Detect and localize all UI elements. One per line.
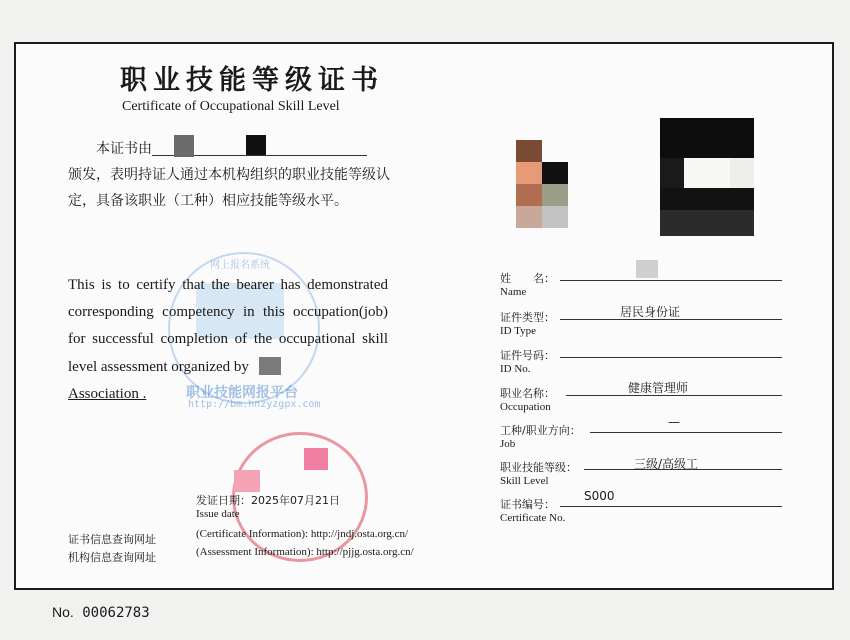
issuer-redacted [152, 143, 367, 156]
field-label-en: Occupation [500, 401, 551, 413]
certificate-title-en: Certificate of Occupational Skill Level [122, 99, 340, 114]
cn-statement-body: 颁发，表明持证人通过本机构组织的职业技能等级认定，具备该职业（工种）相应技能等级水平。 [68, 167, 390, 209]
field-line [560, 356, 782, 358]
issue-date-value: 2025年07月21日 [251, 494, 340, 507]
field-label-cn: 证件号码： [500, 349, 555, 362]
field-label-cn: 工种/职业方向： [500, 424, 581, 437]
issue-date-row [196, 492, 340, 508]
field-label-cn: 职业技能等级： [500, 461, 577, 474]
link-row-certificate [68, 528, 156, 547]
field-job [500, 422, 581, 450]
watermark-ring-text: 网上报名系统 [210, 260, 270, 271]
link-url[interactable]: : http://jndj.osta.org.cn/ [305, 528, 409, 540]
certificate-title-cn: 职业技能等级证书 [120, 65, 384, 96]
field-id-no [500, 347, 555, 375]
issue-date-label-en: Issue date [196, 508, 240, 520]
bearer-photo-small [516, 140, 568, 228]
field-label-cn: 证件类型： [500, 311, 555, 324]
link-label-en: (Certificate Information) [196, 528, 306, 540]
field-value-skill-level: 三级/高级工 [634, 457, 699, 471]
en-statement-assoc: Association . [68, 386, 147, 402]
field-occupation [500, 385, 555, 413]
redaction-block [259, 357, 281, 375]
field-line [590, 431, 782, 433]
field-skill-level [500, 459, 577, 487]
watermark-url: http://bm.hnzyzgpx.com [188, 399, 321, 410]
link-info-assessment [196, 546, 414, 558]
field-label-en: ID Type [500, 325, 536, 337]
link-label-en: (Assessment Information) [196, 546, 311, 558]
field-label-cn: 姓 名： [500, 272, 555, 285]
serial-value: 00062783 [82, 605, 150, 621]
serial-label: No. [52, 604, 74, 620]
field-id-type [500, 309, 555, 337]
cn-statement-lead: 本证书由 [96, 141, 152, 157]
field-label-en: Job [500, 438, 516, 450]
field-label-cn: 证书编号： [500, 498, 555, 511]
field-label-cn: 职业名称： [500, 387, 555, 400]
field-label-en: ID No. [500, 363, 531, 375]
field-label-en: Name [500, 286, 527, 298]
field-certificate-no [500, 496, 565, 524]
field-line [560, 279, 782, 281]
bearer-photo-large [660, 118, 754, 236]
link-label-cn: 证书信息查询网址 [68, 533, 156, 546]
field-value-occupation: 健康管理师 [628, 381, 689, 395]
serial-number [52, 604, 150, 621]
field-label-en: Skill Level [500, 475, 549, 487]
field-line [560, 505, 782, 507]
redaction-block [304, 448, 328, 470]
watermark-name: 职业技能网报平台 [186, 385, 298, 401]
link-row-assessment [68, 546, 156, 565]
link-label-cn: 机构信息查询网址 [68, 551, 156, 564]
redaction-block [246, 135, 266, 155]
redaction-block [636, 260, 658, 278]
cn-statement [68, 136, 390, 214]
link-info-certificate [196, 528, 408, 540]
field-name [500, 270, 555, 298]
redaction-block [174, 135, 194, 157]
field-value-certificate-no: S000 [584, 489, 615, 503]
field-label-en: Certificate No. [500, 512, 566, 524]
en-statement-body: This is to certify that the bearer has demonstrated corresponding competency in this occupation(job) for successful completion of the occupational skill level assessment organized by [68, 277, 388, 375]
link-url[interactable]: : http://pjjg.osta.org.cn/ [310, 546, 414, 558]
field-value-job: — [668, 415, 680, 429]
issue-date-label: 发证日期： [196, 494, 251, 507]
field-value-id-type: 居民身份证 [620, 305, 681, 319]
redaction-block [234, 470, 260, 492]
